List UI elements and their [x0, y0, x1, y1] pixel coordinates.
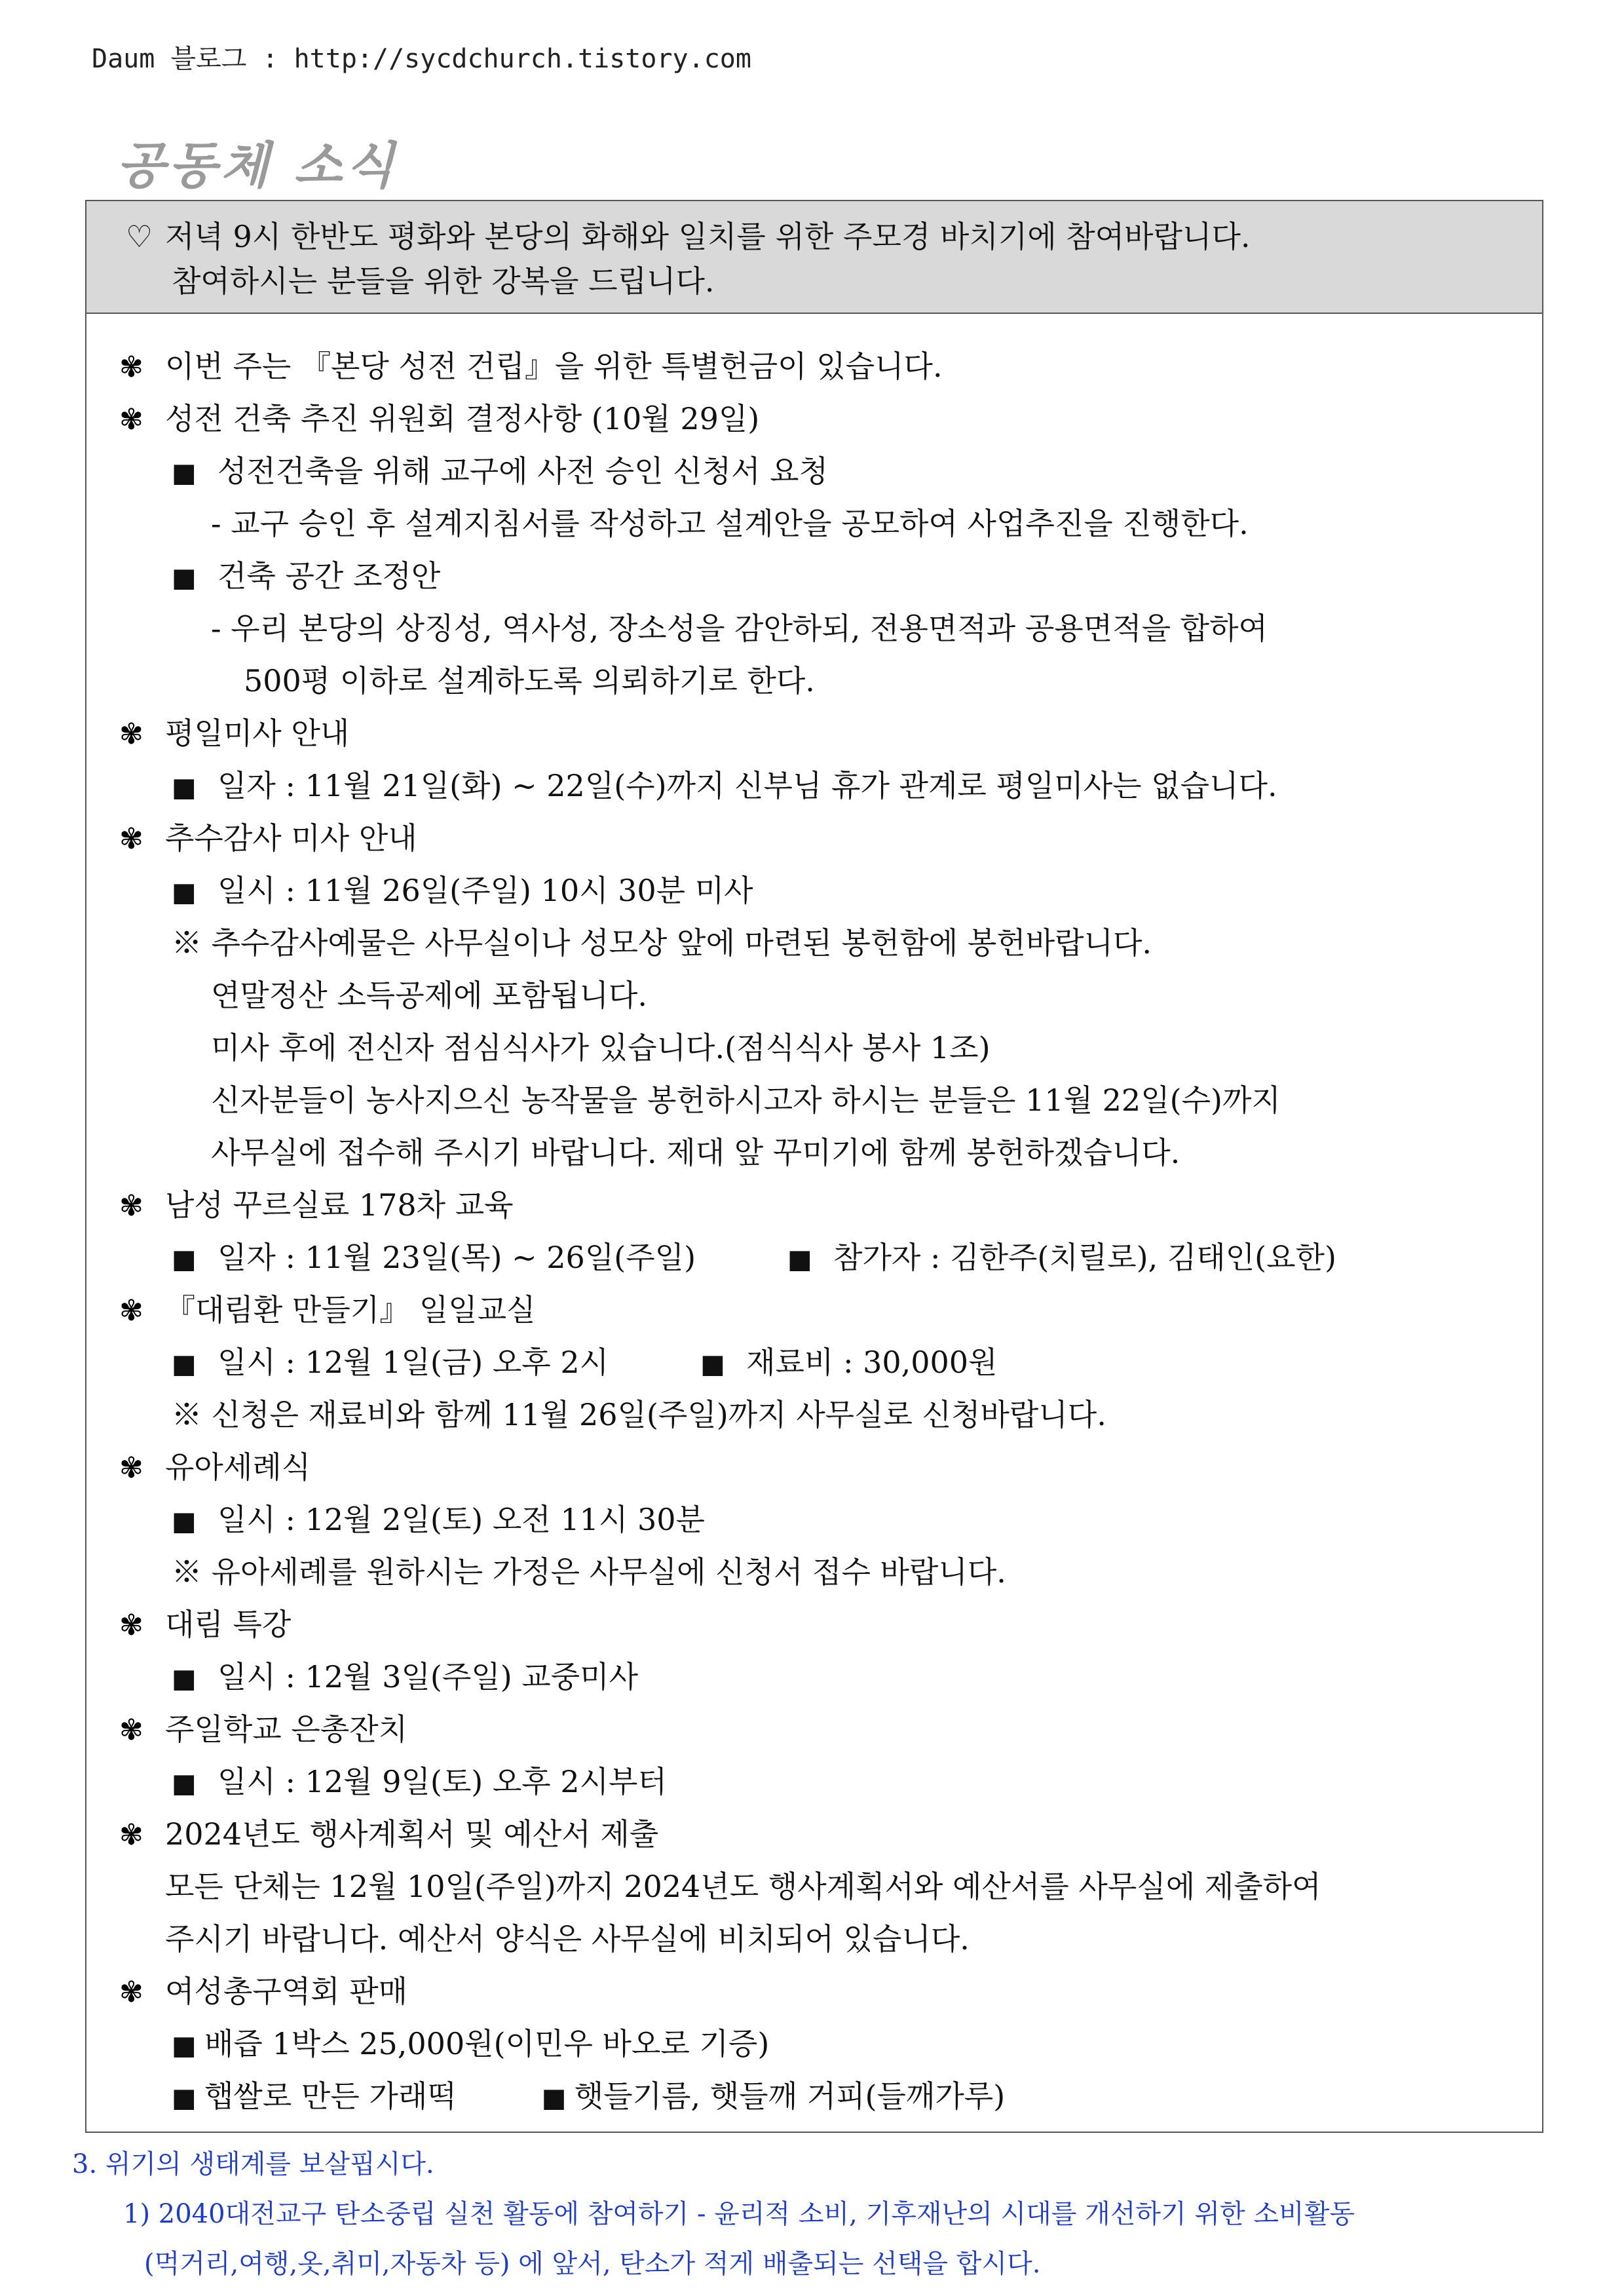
item-text: 일시 : 12월 9일(토) 오후 2시부터: [217, 1764, 667, 1799]
item-weekday-mass: 평일미사 안내: [165, 716, 350, 751]
item-womens-sale: 여성총구역회 판매: [165, 1974, 408, 2009]
flower-bullet-icon: ✾: [119, 822, 143, 856]
flower-bullet-icon: ✾: [119, 351, 143, 384]
square-bullet-icon: ■: [172, 1506, 197, 1537]
flower-bullet-icon: ✾: [119, 1818, 143, 1852]
item-text: 햇들기름, 햇들깨 거피(들깨가루): [574, 2078, 1006, 2114]
square-bullet-icon: ■: [541, 2083, 567, 2113]
flower-bullet-icon: ✾: [119, 1609, 143, 1642]
flower-bullet-icon: ✾: [119, 1451, 143, 1485]
item-text: 주시기 바랍니다. 예산서 양식은 사무실에 비치되어 있습니다.: [165, 1921, 970, 1957]
item-advent-wreath: 『대림환 만들기』 일일교실: [165, 1292, 536, 1328]
item-infant-baptism: 유아세례식: [165, 1449, 311, 1485]
square-bullet-icon: ■: [172, 458, 197, 488]
square-bullet-icon: ■: [172, 2083, 197, 2113]
item-text: 햅쌀로 만든 가래떡: [204, 2078, 457, 2114]
item-advent-lecture: 대림 특강: [165, 1607, 292, 1642]
square-bullet-icon: ■: [172, 1664, 197, 1694]
ecology-footer: [72, 2139, 1355, 2289]
notice-line-2: 참여하시는 분들을 위한 강복을 드립니다.: [172, 263, 715, 299]
header-blog-address: Daum 블로그 : http://sycdchurch.tistory.com: [92, 44, 751, 74]
item-cursillo: 남성 꾸르실료 178차 교육: [165, 1187, 514, 1223]
item-text: 일시 : 11월 26일(주일) 10시 30분 미사: [217, 873, 753, 908]
item-sunday-school: 주일학교 은총잔치: [165, 1712, 408, 1747]
item-text: 일시 : 12월 2일(토) 오전 11시 30분: [217, 1502, 705, 1537]
item-text: 재료비 : 30,000원: [746, 1345, 998, 1380]
item-text: ※ 유아세례를 원하시는 가정은 사무실에 신청서 접수 바랍니다.: [172, 1554, 1006, 1590]
news-box: [85, 200, 1543, 2133]
item-thanksgiving-mass: 추수감사 미사 안내: [165, 820, 417, 856]
item-text: 500평 이하로 설계하도록 의뢰하기로 한다.: [244, 663, 815, 698]
item-text: - 우리 본당의 상징성, 역사성, 장소성을 감안하되, 전용면적과 공용면적을 합하여: [211, 611, 1268, 646]
item-text: 배즙 1박스 25,000원(이민우 바오로 기증): [204, 2026, 770, 2061]
item-text: 일자 : 11월 23일(목) ~ 26일(주일): [217, 1240, 696, 1275]
item-text: 미사 후에 전신자 점심식사가 있습니다.(점식식사 봉사 1조): [211, 1030, 991, 1065]
item-text: 신자분들이 농사지으신 농작물을 봉헌하시고자 하시는 분들은 11월 22일(수)까지: [211, 1082, 1281, 1118]
item-text: 일시 : 12월 1일(금) 오후 2시: [217, 1345, 609, 1380]
heart-outline-icon: ♡: [126, 219, 153, 254]
flower-bullet-icon: ✾: [119, 1976, 143, 2009]
news-list: [86, 314, 1542, 2122]
item-text: 모든 단체는 12월 10일(주일)까지 2024년도 행사계획서와 예산서를 사무실에 제출하여: [165, 1869, 1321, 1904]
item-text: 성전건축을 위해 교구에 사전 승인 신청서 요청: [217, 453, 829, 489]
item-text: 연말정산 소득공제에 포함됩니다.: [211, 978, 647, 1013]
item-text: 건축 공간 조정안: [217, 558, 441, 594]
item-text: 사무실에 접수해 주시기 바랍니다. 제대 앞 꾸미기에 함께 봉헌하겠습니다.: [211, 1135, 1180, 1170]
square-bullet-icon: ■: [700, 1349, 725, 1379]
square-bullet-icon: ■: [172, 1244, 197, 1274]
square-bullet-icon: ■: [787, 1244, 812, 1274]
flower-bullet-icon: ✾: [119, 1713, 143, 1747]
flower-bullet-icon: ✾: [119, 403, 143, 436]
flower-bullet-icon: ✾: [119, 1189, 143, 1223]
square-bullet-icon: ■: [172, 1769, 197, 1799]
item-text: 일시 : 12월 3일(주일) 교중미사: [217, 1659, 639, 1694]
square-bullet-icon: ■: [172, 563, 197, 593]
item-text: ※ 신청은 재료비와 함께 11월 26일(주일)까지 사무실로 신청바랍니다.: [172, 1397, 1106, 1432]
flower-bullet-icon: ✾: [119, 1294, 143, 1328]
item-text: 일자 : 11월 21일(화) ~ 22일(수)까지 신부님 휴가 관계로 평일미사는 없습니다.: [217, 768, 1277, 803]
footer-line-3: (먹거리,여행,옷,취미,자동차 등) 에 앞서, 탄소가 적게 배출되는 선택을 합시다.: [144, 2249, 1041, 2279]
square-bullet-icon: ■: [172, 2031, 197, 2061]
footer-line-2: 1) 2040대전교구 탄소중립 실천 활동에 참여하기 - 윤리적 소비, 기후재난의 시대를 개선하기 위한 소비활동: [123, 2199, 1355, 2229]
item-building-committee: 성전 건축 추진 위원회 결정사항 (10월 29일): [165, 401, 760, 436]
footer-line-1: 3. 위기의 생태계를 보살핍시다.: [72, 2149, 434, 2179]
flower-bullet-icon: ✾: [119, 718, 143, 751]
item-text: ※ 추수감사예물은 사무실이나 성모상 앞에 마련된 봉헌함에 봉헌바랍니다.: [172, 925, 1152, 961]
item-plan-submission: 2024년도 행사계획서 및 예산서 제출: [165, 1816, 659, 1852]
item-text: - 교구 승인 후 설계지침서를 작성하고 설계안을 공모하여 사업추진을 진행한다.: [211, 506, 1249, 541]
item-special-offering: 이번 주는 『본당 성전 건립』을 위한 특별헌금이 있습니다.: [165, 349, 943, 384]
section-title: 공동체 소식: [117, 136, 398, 195]
square-bullet-icon: ■: [172, 877, 197, 908]
item-text: 참가자 : 김한주(치릴로), 김태인(요한): [833, 1240, 1336, 1275]
square-bullet-icon: ■: [172, 773, 197, 803]
square-bullet-icon: ■: [172, 1349, 197, 1379]
prayer-notice: [86, 201, 1542, 314]
notice-line-1: 저녁 9시 한반도 평화와 본당의 화해와 일치를 위한 주모경 바치기에 참여바랍니다.: [165, 219, 1251, 254]
